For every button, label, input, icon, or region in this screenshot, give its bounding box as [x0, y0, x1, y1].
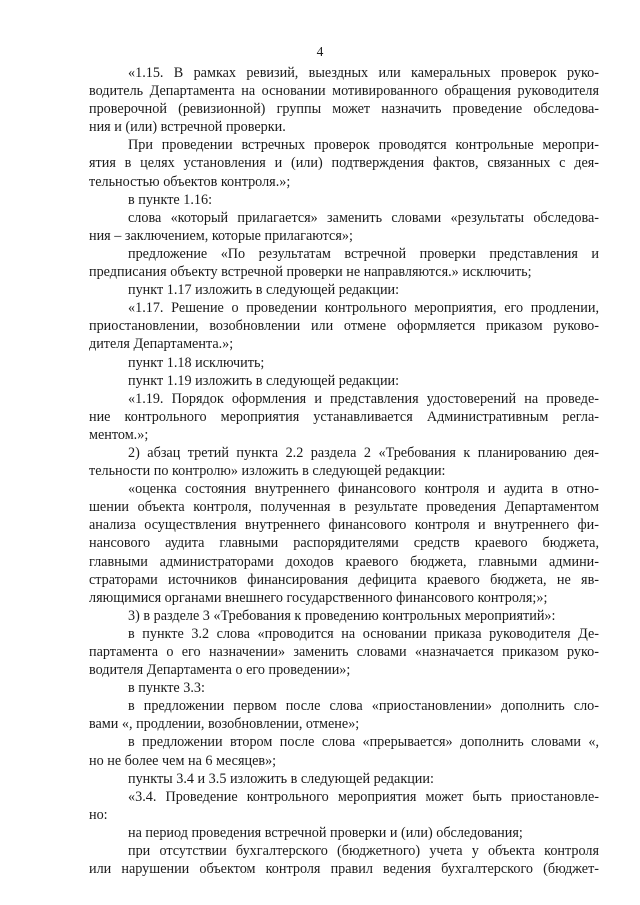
text-line: на период проведения встречной проверки и (или) обследования; — [128, 824, 523, 841]
text-line: ние контрольного мероприятия устанавливается Административным регла- — [89, 408, 599, 425]
text-line: нансового аудита главными распорядителями средств краевого бюджета, — [89, 535, 599, 552]
text-line: водитель Департамента на основании мотивированного обращения руководителя — [89, 83, 599, 100]
text-line: при отсутствии бухгалтерского (бюджетного) учета у объекта контроля — [128, 843, 599, 860]
text-line: но не более чем на 6 месяцев»; — [89, 752, 277, 769]
text-line: но: — [89, 806, 108, 823]
text-line: предложение «По результатам встречной проверки представления и — [128, 245, 599, 262]
text-line: в пункте 3.2 слова «проводится на основании приказа руководителя Де- — [128, 625, 599, 642]
text-line: При проведении встречных проверок проводятся контрольные меропри- — [128, 137, 599, 154]
text-line: или нарушении объектом контроля правил ведения бухгалтерского (бюджет- — [89, 861, 599, 878]
text-line: главными администраторами доходов краевого бюджета, главными админи- — [89, 553, 599, 570]
text-line: 3) в разделе 3 «Требования к проведению контрольных мероприятий»: — [128, 607, 556, 624]
text-line: «1.15. В рамках ревизий, выездных или камеральных проверок руко- — [128, 65, 599, 81]
text-line: проверочной (ревизионной) группы может назначить проведение обследова- — [89, 101, 599, 118]
text-line: тельности по контролю» изложить в следующей редакции: — [89, 463, 446, 480]
text-line: страторами источников финансирования дефицита краевого бюджета, не яв- — [89, 571, 599, 588]
text-line: «3.4. Проведение контрольного мероприятия может быть приостановле- — [128, 788, 599, 805]
text-line: «1.17. Решение о проведении контрольного мероприятия, его продлении, — [128, 300, 599, 317]
text-line: ментом.»; — [89, 426, 149, 443]
text-line: пункт 1.18 исключить; — [128, 354, 265, 371]
text-line: в предложении втором после слова «прерывается» дополнить словами «, — [128, 734, 599, 751]
text-line: в пункте 1.16: — [128, 191, 213, 208]
text-line: приостановлении, возобновлении или отмене оформляется приказом руково- — [89, 318, 599, 335]
text-line: тельностью объектов контроля.»; — [89, 173, 291, 190]
text-line: ния и (или) встречной проверки. — [89, 119, 286, 136]
text-line: шении объекта контроля, полученная в результате проведения Департаментом — [89, 499, 599, 516]
text-line: ятия в целях установления и (или) подтверждения фактов, связанных с дея- — [89, 155, 599, 172]
document-body — [89, 64, 599, 878]
text-line: «оценка состояния внутреннего финансового контроля и аудита в отно- — [128, 481, 599, 498]
text-line: вами «, продлении, возобновлении, отмене»; — [89, 716, 360, 733]
text-line: ния – заключением, которые прилагаются»; — [89, 227, 353, 244]
text-line: пункты 3.4 и 3.5 изложить в следующей редакции: — [128, 770, 434, 787]
text-line: «1.19. Порядок оформления и представления удостоверений на проведе- — [128, 390, 599, 407]
text-line: ляющимися органами внешнего государственного финансового контроля;»; — [89, 589, 548, 606]
text-line: 2) абзац третий пункта 2.2 раздела 2 «Требования к планированию дея- — [128, 444, 599, 461]
text-line: водителя Департамента о его проведении»; — [89, 662, 351, 679]
page-number: 4 — [316, 44, 324, 59]
text-line: в пункте 3.3: — [128, 680, 205, 697]
text-line: слова «который прилагается» заменить словами «результаты обследова- — [128, 209, 599, 226]
text-line: предписания объекту встречной проверки не направляются.» исключить; — [89, 264, 532, 281]
text-line: партамента о его назначении» заменить словами «назначается приказом руко- — [89, 644, 599, 660]
text-line: пункт 1.19 изложить в следующей редакции: — [128, 372, 400, 389]
text-line: в предложении первом после слова «приостановлении» дополнить сло- — [128, 698, 599, 715]
text-line: анализа осуществления внутреннего финансового контроля и внутреннего фи- — [89, 517, 599, 534]
text-line: пункт 1.17 изложить в следующей редакции: — [128, 282, 400, 299]
text-line: дителя Департамента.»; — [89, 336, 234, 353]
